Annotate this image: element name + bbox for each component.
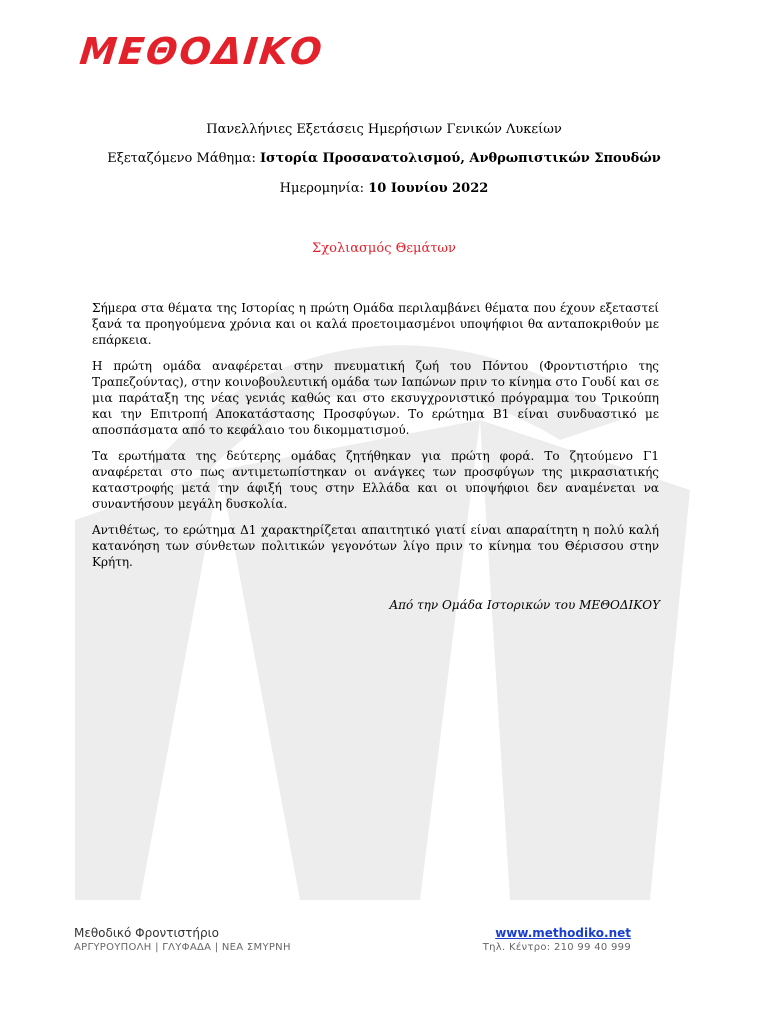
paragraph: Αντιθέτως, το ερώτημα Δ1 χαρακτηρίζεται απαιτητικό γιατί είναι απαραίτητη η πολύ καλή κατανόηση των σύνθετων πολιτικών γεγονότων λίγο πριν το κίνημα του Θέρισσου στην Κρήτη. — [92, 523, 659, 569]
subject-line — [0, 151, 768, 166]
paragraph: Η πρώτη ομάδα αναφέρεται στην πνευματική ζωή του Πόντου (Φροντιστήριο της Τραπεζούντας), στην κοινοβουλευτική ομάδα των Ιαπώνων πριν το κίνημα στο Γουδί και σε μια παράταξη της νέας γενιάς καθώς και στο εκσυγχρονιστικό πρόγραμμα του Τρικούπη και την Επιτροπή Αποκατάστασης Προσφύγων. Το ερώτημα Β1 είναι συνδυαστικό με αποσπάσματα από το κεφάλαιο του δικομματισμού. — [92, 359, 659, 437]
paragraph: Τα ερωτήματα της δεύτερης ομάδας ζητήθηκαν για πρώτη φορά. Το ζητούμενο Γ1 αναφέρεται στο πως αντιμετωπίστηκαν οι ανάγκες των προσφύγων της μικρασιατικής καταστροφής μετά την άφιξή τους στην Ελλάδα και οι υποψήφιοι δεν αναμένεται να συναντήσουν μεγάλη δυσκολία. — [92, 449, 659, 511]
date-line — [0, 181, 768, 196]
website-link[interactable]: www.methodiko.net — [495, 926, 631, 940]
subject-value: Ιστορία Προσανατολισμού, Ανθρωπιστικών Σπουδών — [259, 151, 661, 166]
date-label: Ημερομηνία: — [279, 181, 369, 196]
date-value: 10 Ιουνίου 2022 — [368, 181, 489, 196]
subject-label: Εξεταζόμενο Μάθημα: — [107, 151, 260, 166]
footer-company-name: Μεθοδικό Φροντιστήριο — [74, 926, 220, 940]
footer-locations: ΑΡΓΥΡΟΥΠΟΛΗ | ΓΛΥΦΑΔΑ | ΝΕΑ ΣΜΥΡΝΗ — [74, 942, 291, 953]
footer-phone: Τηλ. Κέντρο: 210 99 40 999 — [482, 942, 631, 953]
footer-right — [483, 926, 631, 953]
commentary-body — [92, 300, 659, 580]
exam-title: Πανελλήνιες Εξετάσεις Ημερήσιων Γενικών Λυκείων — [206, 122, 562, 137]
signature: Από την Ομάδα Ιστορικών του ΜΕΘΟΔΙΚΟΥ — [389, 598, 660, 612]
section-title: Σχολιασμός Θεμάτων — [312, 241, 456, 256]
footer-left — [74, 926, 291, 953]
methodiko-logo: ΜΕΘΟΔΙΚΟ — [77, 30, 326, 73]
paragraph: Σήμερα στα θέματα της Ιστορίας η πρώτη Ομάδα περιλαμβάνει θέματα που έχουν εξεταστεί ξανά τα προηγούμενα χρόνια και οι καλά προετοιμασμένοι υποψήφιοι θα ανταποκριθούν με επάρκεια. — [92, 301, 659, 347]
